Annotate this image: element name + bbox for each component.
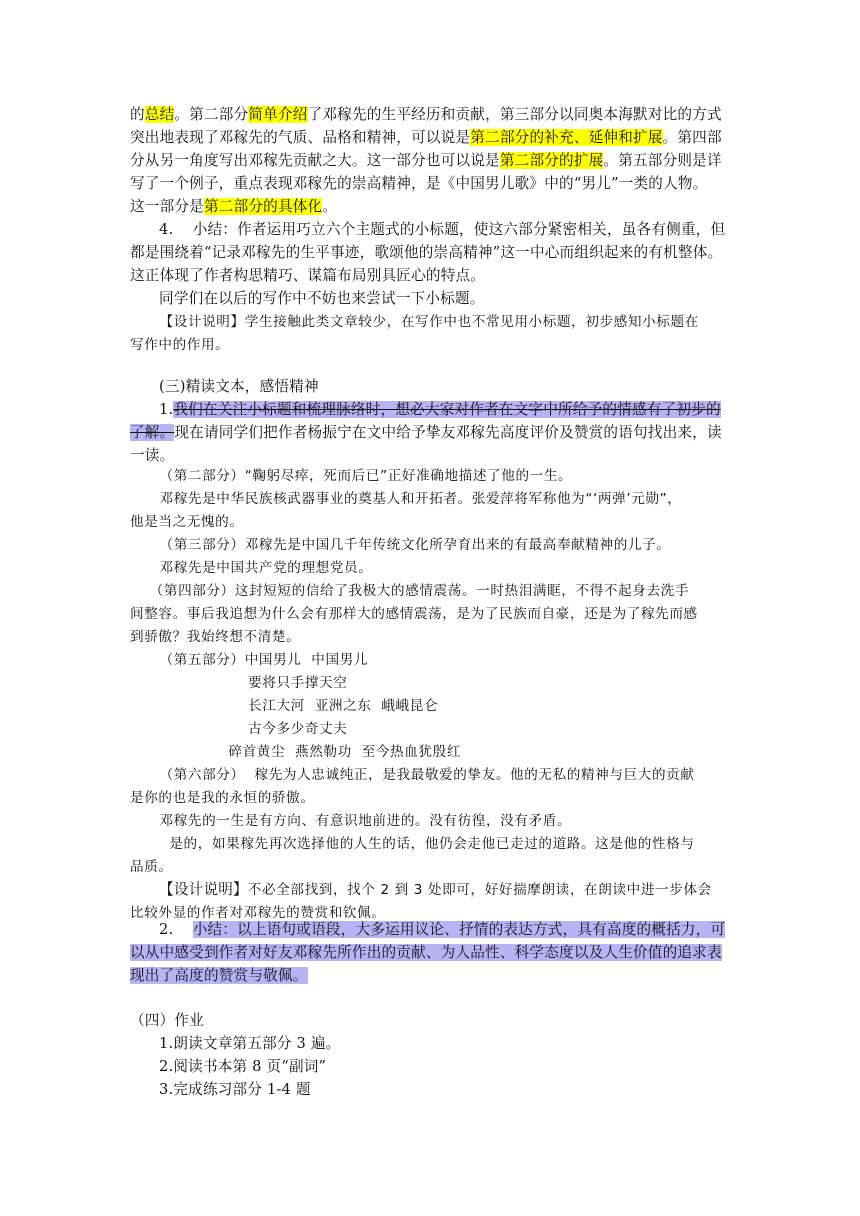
highlighted-text: 第二部分的具体化 [203, 198, 323, 215]
text-line [130, 648, 730, 671]
text-span: 2. [130, 921, 193, 938]
text-span: 比较外显的作者对邓稼先的赞赏和钦佩。 [130, 905, 386, 921]
text-span: 【设计说明】 [130, 881, 248, 898]
text-span: 长江大河 亚洲之东 峨峨昆仑 [130, 698, 439, 714]
text-span: 古今多少奇丈夫 [130, 721, 348, 737]
text-line [130, 556, 730, 579]
text-span: 【设计说明】学生接触此类文章较少，在写作中也不常见用小标题，初步感知小标题在 [130, 314, 699, 330]
highlighted-text: 小结：以上语句或语段，大多运用议论、抒情的表达方式，具有高度的概括力，可 [192, 921, 726, 938]
highlighted-text: 以从中感受到作者对好友邓稼先所作出的贡献、为人品性、科学态度以及人生价值的追求表 [130, 944, 722, 961]
text-line [130, 1078, 730, 1101]
text-span: （第六部分） 稼先为人忠诚纯正，是我最敬爱的挚友。他的无私的精神与巨大的贡献 [130, 767, 695, 783]
text-line [130, 786, 730, 809]
highlighted-text: 现出了高度的赞赏与敬佩。 [130, 967, 308, 984]
highlighted-text: 了解。 [130, 424, 175, 441]
text-line [130, 421, 730, 444]
text-line [130, 533, 730, 556]
text-line [130, 287, 730, 310]
text-span: 邓稼先是中国共产党的理想党员。 [130, 560, 373, 576]
text-line [130, 740, 730, 763]
text-line [130, 602, 730, 625]
text-line [130, 855, 730, 878]
text-span: 一读。 [130, 447, 175, 464]
text-span: （第五部分）中国男儿 中国男儿 [130, 652, 369, 668]
text-span: （第二部分）“鞠躬尽瘁，死而后已”正好准确地描述了他的一生。 [130, 468, 573, 484]
text-line [130, 1032, 730, 1055]
text-line [130, 809, 730, 832]
text-span: 。 [322, 198, 338, 215]
text-span: 现在请同学们把作者杨振宁在文中给予挚友邓稼先高度评价及赞赏的语句找出来，读 [174, 424, 722, 441]
text-line [130, 172, 730, 195]
text-span: 4. 小结：作者运用巧立六个主题式的小标题，使这六部分紧密相关，虽各有侧重，但 [130, 221, 726, 238]
text-line [130, 878, 730, 901]
text-span: 1.朗读文章第五部分 3 遍。 [130, 1035, 341, 1052]
text-line [130, 941, 730, 964]
highlighted-text: 第二部分的扩展 [499, 152, 604, 169]
text-span: 不必全部找到，找个 2 到 3 处即可，好好揣摩朗读，在朗读中进一步体会 [247, 882, 712, 898]
text-span: 写作中的作用。 [130, 337, 230, 353]
text-line [130, 510, 730, 533]
text-line [130, 195, 730, 218]
text-line [130, 103, 730, 126]
text-line [130, 1009, 730, 1032]
text-span: 。第五部分则是详 [603, 152, 722, 169]
highlighted-text: 总结 [144, 106, 175, 123]
highlighted-text: 第二部分的补充、延伸和扩展 [470, 129, 663, 146]
text-span: 。第四部 [662, 129, 722, 146]
text-line [130, 126, 730, 149]
text-line [130, 717, 730, 740]
highlighted-text: 我们在关注小标题和梳理脉络时，想必大家对作者在文字中所给予的情感有了初步的 [173, 401, 721, 418]
text-span: 到骄傲？我始终想不清楚。 [130, 629, 301, 645]
text-span: （四）作业 [130, 1012, 204, 1029]
text-span: 都是围绕着“记录邓稼先的生平事迹，歌颂他的崇高精神”这一中心而组织起来的有机整体。 [130, 244, 723, 261]
text-line [130, 264, 730, 287]
text-line [130, 763, 730, 786]
text-span: 的 [130, 106, 145, 123]
text-line [130, 579, 730, 602]
text-span: 是你的也是我的永恒的骄傲。 [130, 790, 315, 806]
text-span: 品质。 [130, 859, 173, 875]
text-span: 邓稼先的一生是有方向、有意识地前进的。没有彷徨，没有矛盾。 [130, 813, 572, 829]
text-span: 他是当之无愧的。 [130, 514, 244, 530]
text-span: 2.阅读书本第 8 页“副词” [130, 1058, 327, 1075]
text-span: 1. [130, 401, 174, 418]
text-line [130, 398, 730, 421]
text-line [130, 625, 730, 648]
text-line [130, 694, 730, 717]
text-line [130, 310, 730, 333]
text-line [130, 375, 730, 398]
text-span: 这一部分是 [130, 198, 204, 215]
text-line [130, 218, 730, 241]
text-line [130, 149, 730, 172]
text-span: 这正体现了作者构思精巧、谋篇布局别具匠心的特点。 [130, 267, 486, 284]
text-span: 同学们在以后的写作中不妨也来尝试一下小标题。 [130, 290, 485, 307]
text-line [130, 918, 730, 941]
text-line [130, 333, 730, 356]
text-line [130, 832, 730, 855]
text-line [130, 464, 730, 487]
text-span: 邓稼先是中华民族核武器事业的奠基人和开拓者。张爱萍将军称他为“‘两弹’元勋”， [130, 491, 682, 507]
text-line [130, 964, 730, 987]
text-line [130, 487, 730, 510]
text-span: 是的，如果稼先再次选择他的人生的话，他仍会走他已走过的道路。这是他的性格与 [130, 836, 695, 852]
text-span: 分从另一角度写出邓稼先贡献之大。这一部分也可以说是 [130, 152, 500, 169]
text-span: 写了一个例子，重点表现邓稼先的崇高精神，是《中国男儿歌》中的“男儿”一类的人物。 [130, 175, 708, 192]
text-span: (三)精读文本，感悟精神 [130, 378, 319, 395]
text-line [130, 671, 730, 694]
text-span: 。第二部分 [174, 106, 249, 123]
text-span: 要将只手撑天空 [130, 675, 348, 691]
text-span: 碎首黄尘 燕然勒功 至今热血犹殷红 [130, 744, 462, 760]
highlighted-text: 简单介绍 [248, 106, 308, 123]
text-line [130, 1055, 730, 1078]
text-span: 了邓稼先的生平经历和贡献，第三部分以同奥本海默对比的方式 [307, 106, 722, 123]
text-span: （第四部分）这封短短的信给了我极大的感情震荡。一时热泪满眶，不得不起身去洗手 [130, 583, 690, 599]
text-span: 间整容。事后我追想为什么会有那样大的感情震荡，是为了民族而自豪，还是为了稼先而感 [130, 606, 698, 622]
text-span: 3.完成练习部分 1-4 题 [130, 1081, 311, 1098]
text-span: 突出地表现了邓稼先的气质、品格和精神，可以说是 [130, 129, 471, 146]
text-span: （第三部分）邓稼先是中国几千年传统文化所孕育出来的有最高奉献精神的儿子。 [130, 537, 671, 553]
text-line [130, 241, 730, 264]
